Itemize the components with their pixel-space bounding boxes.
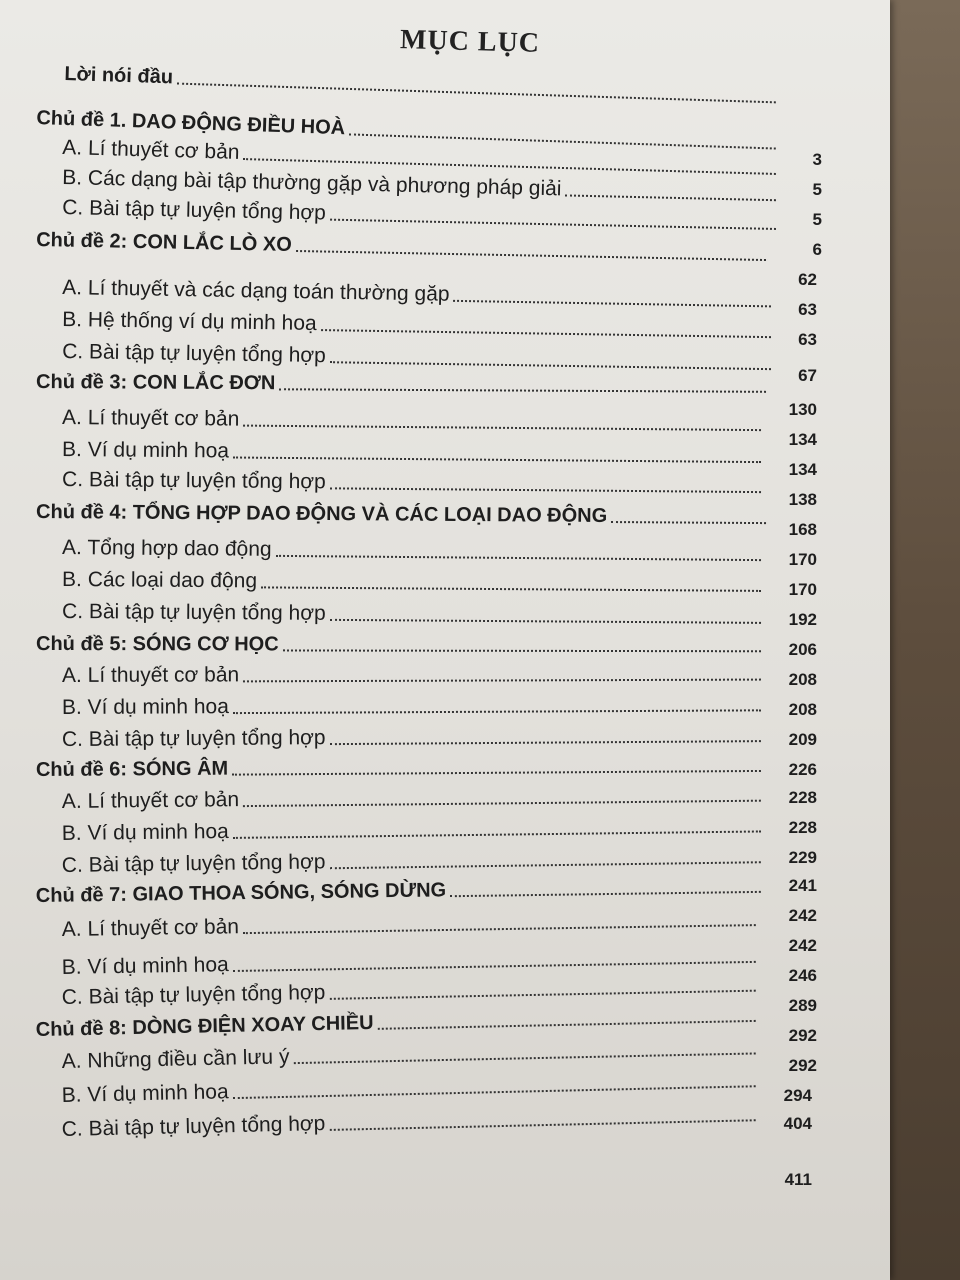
dot-leader (450, 890, 761, 897)
dot-leader (243, 799, 761, 807)
dot-leader (279, 387, 766, 393)
toc-entry-label: Chủ đề 1. DAO ĐỘNG ĐIỀU HOÀ (36, 107, 346, 140)
toc-entry-label: Chủ đề 5: SÓNG CƠ HỌC (36, 633, 279, 656)
toc-subsection-row (62, 594, 765, 629)
toc-entry-label: B. Các loại dao động (62, 568, 258, 593)
toc-intro-row (64, 56, 781, 108)
toc-page-number: 5 (812, 180, 822, 199)
toc-page-number: 226 (788, 760, 817, 779)
toc-page-number: 192 (788, 610, 817, 629)
toc-entry-label: A. Lí thuyết và các dạng toán thường gặp (62, 276, 450, 306)
toc-entry-label: C. Bài tập tự luyện tổng hợp (62, 600, 326, 625)
toc-entry-label: Chủ đề 6: SÓNG ÂM (35, 757, 229, 781)
dot-leader (243, 424, 761, 432)
toc-page-number: 206 (788, 640, 817, 659)
toc-entry-label: Lời nói đầu (64, 63, 174, 89)
dot-leader (232, 769, 761, 776)
dot-leader (283, 648, 761, 652)
dot-leader (233, 829, 761, 838)
toc-page-number: 5 (812, 210, 822, 229)
toc-entry-label: B. Ví dụ minh hoạ (61, 1080, 229, 1108)
dot-leader (330, 486, 761, 493)
toc-page-number: 3 (812, 150, 822, 169)
toc-entry-label: Chủ đề 8: DÒNG ĐIỆN XOAY CHIỀU (35, 1011, 374, 1042)
dot-leader (330, 618, 761, 624)
dot-leader (233, 708, 761, 714)
toc-page-number: 170 (788, 550, 817, 569)
dot-leader (276, 554, 761, 561)
table-surface (882, 0, 960, 1280)
toc-topic-row (36, 747, 765, 782)
toc-entry-label: B. Các dạng bài tập thường gặp và phương pháp giải (62, 166, 562, 201)
dot-leader (611, 520, 766, 524)
toc-page-number: 168 (788, 520, 817, 539)
toc-subsection-row (62, 901, 760, 942)
toc-page-number: 292 (788, 1026, 817, 1045)
toc-page-number: 289 (788, 996, 817, 1015)
toc-topic-row (36, 364, 770, 398)
toc-entry-label: C. Bài tập tự luyện tổng hợp (62, 340, 327, 368)
toc-page-number: 6 (812, 240, 822, 259)
toc-entry-label: C. Bài tập tự luyện tổng hợp (61, 850, 326, 878)
toc-topic-row (36, 626, 765, 657)
dot-leader (378, 1019, 756, 1030)
toc-subsection-row (62, 562, 765, 597)
toc-page-number: 209 (788, 730, 817, 749)
toc-page-number: 170 (788, 580, 817, 599)
dot-leader (233, 1084, 756, 1099)
dot-leader (243, 678, 761, 683)
toc-entry-label: C. Bài tập tự luyện tổng hợp (61, 980, 326, 1010)
toc-entry-label: A. Tổng hợp dao động (62, 536, 272, 561)
toc-page-number: 292 (788, 1056, 817, 1075)
toc-page-number: 208 (788, 700, 817, 719)
toc-entry-label: C. Bài tập tự luyện tổng hợp (61, 1112, 326, 1142)
toc-page-number: 246 (788, 966, 817, 985)
dot-leader (261, 585, 761, 591)
toc-entry-label: Chủ đề 7: GIAO THOA SÓNG, SÓNG DỪNG (35, 879, 447, 908)
toc-entry-label: A. Lí thuyết cơ bản (61, 915, 240, 942)
dot-leader (329, 1118, 755, 1131)
toc-entry-label: C. Bài tập tự luyện tổng hợp (62, 468, 326, 494)
toc-page-number: 67 (798, 366, 817, 385)
toc-entry-label: B. Ví dụ minh hoạ (62, 438, 230, 463)
dot-leader (453, 299, 771, 308)
toc-page-number: 228 (788, 788, 817, 807)
toc-page-number: 241 (788, 876, 817, 895)
toc-page-number: 62 (798, 270, 817, 289)
toc-page-number: 63 (798, 330, 817, 349)
toc-page-number: 229 (788, 848, 817, 867)
toc-entry-label: Chủ đề 2: CON LẮC LÒ XO (36, 229, 292, 256)
toc-entry-label: A. Những điều cần lưu ý (61, 1045, 290, 1074)
toc-topic-row (36, 494, 770, 529)
toc-page-number: 63 (798, 300, 817, 319)
toc-entry-label: Chủ đề 4: TỔNG HỢP DAO ĐỘNG VÀ CÁC LOẠI DAO ĐỘNG (36, 501, 608, 527)
toc-page-number: 134 (788, 430, 817, 449)
toc-entry-label: Chủ đề 3: CON LẮC ĐƠN (36, 371, 276, 395)
toc-subsection-row (62, 686, 765, 720)
toc-entry-label: B. Hệ thống ví dụ minh hoạ (62, 308, 317, 335)
toc-entry-label: A. Lí thuyết cơ bản (62, 136, 240, 164)
dot-leader (243, 923, 756, 934)
dot-leader (565, 193, 776, 201)
toc-subsection-row (62, 400, 765, 436)
dot-leader (330, 739, 761, 745)
toc-page-number: 411 (784, 1170, 812, 1189)
toc-page-number: 404 (783, 1114, 812, 1133)
dot-leader (294, 1051, 756, 1064)
page-title: MỤC LỤC (399, 24, 541, 59)
dot-leader (177, 82, 776, 104)
toc-page-number: 242 (788, 936, 817, 955)
toc-entry-label: A. Lí thuyết cơ bản (61, 788, 240, 814)
toc-page-number: 228 (788, 818, 817, 837)
toc-page-number: 138 (788, 490, 817, 509)
toc-entry-label: B. Ví dụ minh hoạ (61, 953, 229, 980)
toc-entry-label: B. Ví dụ minh hoạ (61, 819, 229, 846)
toc-entry-label: C. Bài tập tự luyện tổng hợp (61, 726, 326, 751)
toc-page-number: 208 (788, 670, 817, 689)
toc-entry-label: B. Ví dụ minh hoạ (61, 695, 229, 719)
dot-leader (321, 328, 771, 338)
toc-page-number: 242 (788, 906, 817, 925)
toc-subsection-row (62, 530, 765, 566)
toc-subsection-row (62, 656, 765, 688)
toc-subsection-row (62, 462, 765, 498)
toc-page-number: 134 (788, 460, 817, 479)
toc-entry-label: A. Lí thuyết cơ bản (62, 406, 240, 431)
toc-page-number: 130 (788, 400, 817, 419)
toc-entry-label: A. Lí thuyết cơ bản (61, 663, 240, 687)
toc-page-number: 294 (783, 1086, 812, 1105)
toc-entry-label: C. Bài tập tự luyện tổng hợp (62, 196, 327, 225)
dot-leader (296, 249, 766, 261)
dot-leader (233, 455, 761, 463)
